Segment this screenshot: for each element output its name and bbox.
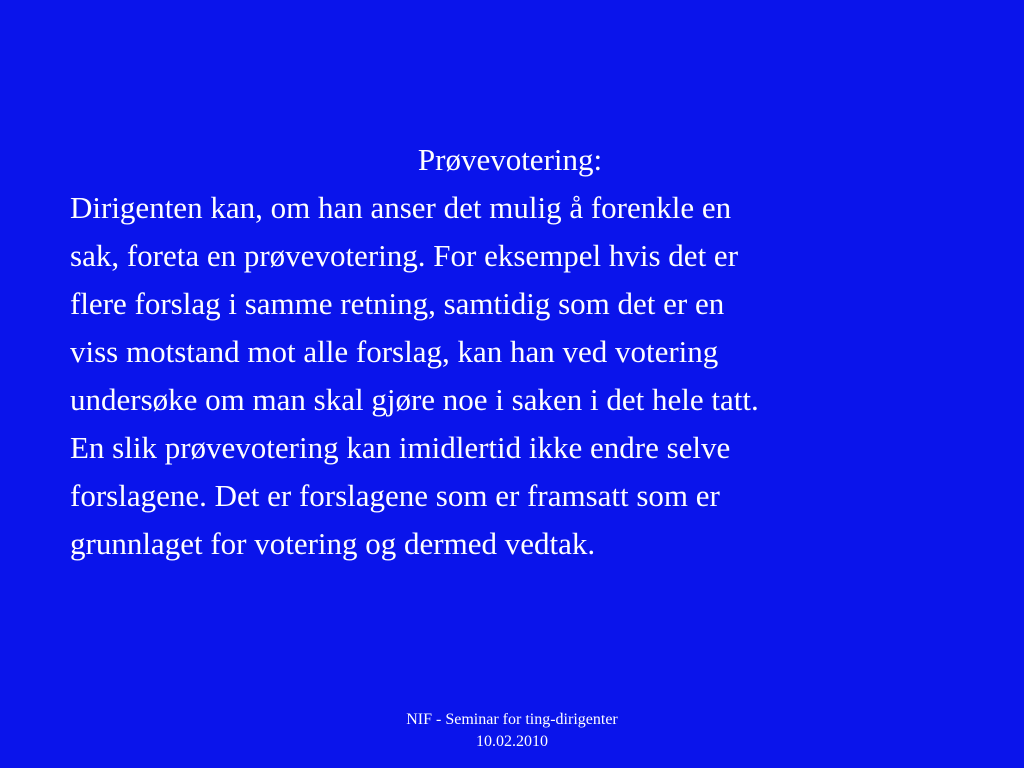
body-line: grunnlaget for votering og dermed vedtak. [70, 526, 596, 561]
slide-content [70, 136, 970, 568]
slide-footer [312, 709, 712, 753]
body-line: sak, foreta en prøvevotering. For eksempel hvis det er [70, 238, 739, 273]
footer-title: NIF - Seminar for ting-dirigenter [406, 711, 618, 728]
body-line: forslagene. Det er forslagene som er framsatt som er [70, 478, 720, 513]
slide-body [70, 184, 970, 568]
body-line: En slik prøvevotering kan imidlertid ikke endre selve [70, 430, 731, 465]
slide-title: Prøvevotering: [417, 142, 603, 177]
footer-date: 10.02.2010 [476, 733, 548, 750]
body-line: viss motstand mot alle forslag, kan han ved votering [70, 334, 719, 369]
body-line: flere forslag i samme retning, samtidig som det er en [70, 286, 725, 321]
body-line: undersøke om man skal gjøre noe i saken i det hele tatt. [70, 382, 759, 417]
body-line: Dirigenten kan, om han anser det mulig å forenkle en [70, 190, 732, 225]
